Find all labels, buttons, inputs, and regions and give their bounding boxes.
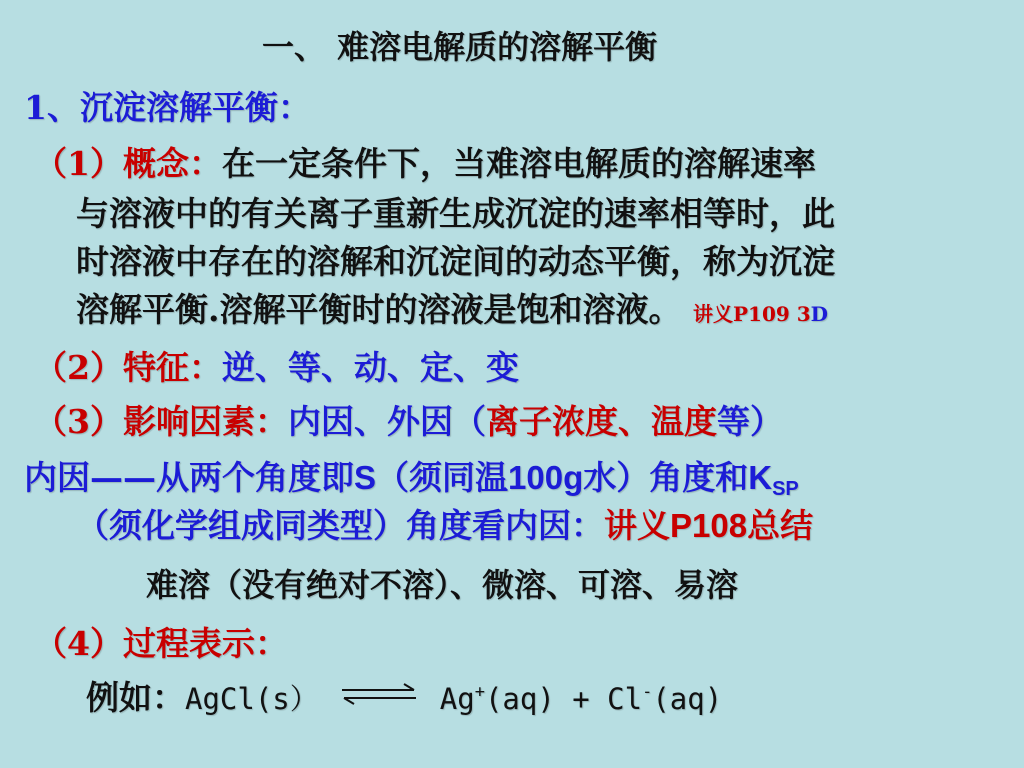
inner-text-a: 内因——从两个角度即 <box>24 458 354 497</box>
section-heading-precipitation-equilibrium: 1、沉淀溶解平衡： <box>24 88 311 127</box>
equation-cl-charge: - <box>642 682 653 702</box>
concept-line-1 <box>34 138 816 185</box>
equation-tail: (aq) <box>652 682 723 716</box>
inner-cause-line-2 <box>76 500 813 547</box>
inner-text-c: （须同温 <box>376 458 509 497</box>
example-label: 例如： <box>86 678 185 717</box>
slide-title: 一、 难溶电解质的溶解平衡 <box>262 28 658 66</box>
process-label: （4）过程表示： <box>34 624 288 663</box>
inner-ref-page: P108 <box>670 507 748 544</box>
concept-label: （1）概念： <box>34 144 222 183</box>
inner-ref-label: 讲义 <box>604 506 670 545</box>
concept-text-1: 在一定条件下，当难溶电解质的溶解速率 <box>221 144 816 183</box>
features-label: （2）特征： <box>34 348 222 387</box>
features-value: 逆、等、动、定、变 <box>221 348 519 387</box>
inner-text-ksp-sub: SP <box>772 478 799 500</box>
equation-ag-charge: + <box>474 682 485 702</box>
factors-value-post: 等） <box>716 402 783 441</box>
inner-text-100g: 100g <box>508 459 584 496</box>
reversible-arrow-icon <box>340 683 418 705</box>
factors-label: （3）影响因素： <box>34 402 288 441</box>
inner-ref-summary: 总结 <box>747 506 814 545</box>
inner-text-k: K <box>748 459 773 496</box>
inner-cause-line-1 <box>24 452 799 501</box>
equation-lhs: AgCl(s） <box>185 682 319 716</box>
features-line <box>34 342 519 389</box>
equation-ag: Ag <box>439 682 475 716</box>
inner-text-s: S <box>354 459 377 496</box>
factors-value-red: 离子浓度、温度 <box>485 402 717 441</box>
example-equation <box>86 672 722 719</box>
inner-text-e: 水）角度和 <box>583 458 749 497</box>
factors-value-pre: 内因、外因（ <box>287 402 486 441</box>
factors-line <box>34 396 783 443</box>
concept-text-4: 溶解平衡.溶解平衡时的溶液是饱和溶液。 <box>76 290 682 329</box>
solubility-categories: 难溶（没有绝对不溶）、微溶、可溶、易溶 <box>146 566 739 604</box>
concept-line-2: 与溶液中的有关离子重新生成沉淀的速率相等时，此 <box>76 194 835 233</box>
concept-reference-suffix: D <box>810 302 829 326</box>
equation-mid: (aq) + Cl <box>484 682 643 716</box>
concept-reference: 讲义P109 3 <box>693 302 811 326</box>
inner-text-line2: （须化学组成同类型）角度看内因： <box>76 506 604 545</box>
concept-line-3: 时溶液中存在的溶解和沉淀间的动态平衡，称为沉淀 <box>76 242 835 281</box>
concept-line-4 <box>76 284 828 331</box>
